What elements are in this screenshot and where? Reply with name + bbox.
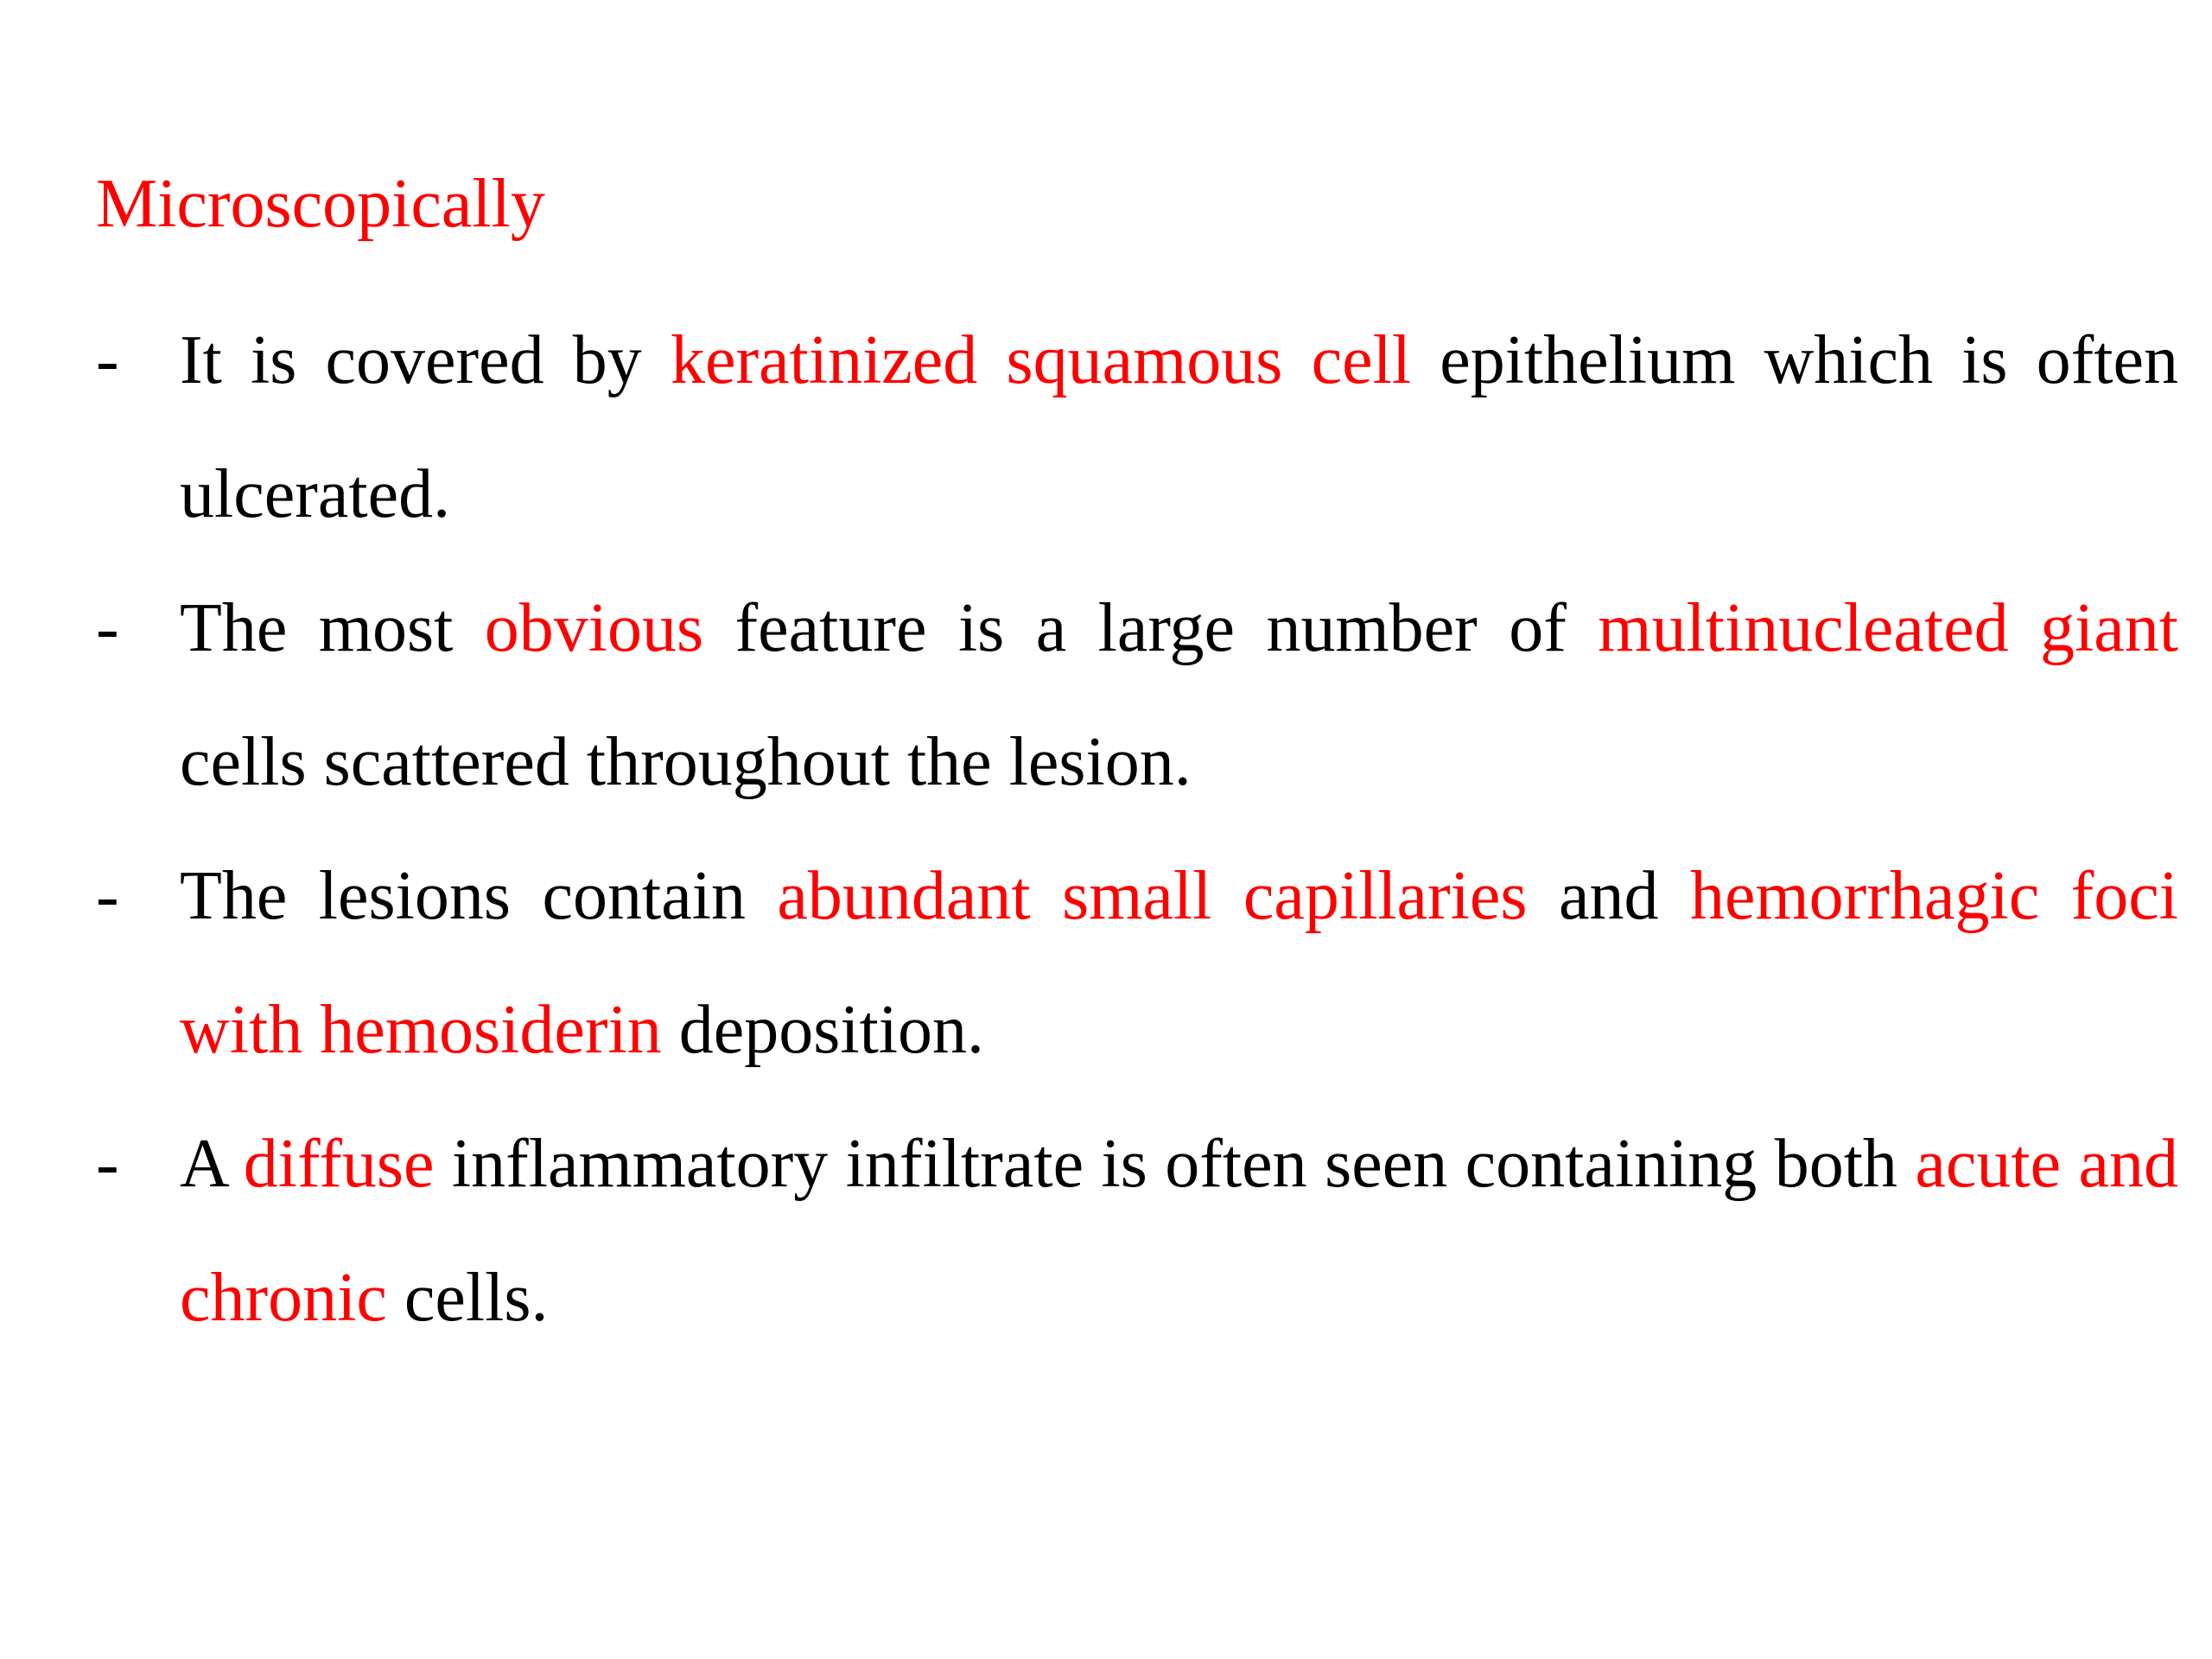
highlighted-term: abundant small capillaries bbox=[777, 858, 1528, 934]
text-segment: cells scattered throughout the lesion. bbox=[180, 724, 1192, 800]
bullet-item bbox=[96, 1097, 2178, 1365]
bullet-list bbox=[96, 294, 2178, 1365]
bullet-marker: - bbox=[96, 322, 119, 398]
bullet-text bbox=[180, 1097, 2178, 1365]
bullet-item bbox=[96, 294, 2178, 562]
text-segment: The most bbox=[180, 590, 485, 666]
text-segment: and bbox=[1527, 858, 1690, 934]
text-segment: feature is a large number of bbox=[703, 590, 1599, 666]
bullet-marker: - bbox=[96, 590, 119, 666]
bullet-text bbox=[180, 294, 2178, 562]
bullet-marker: - bbox=[96, 1126, 119, 1202]
text-segment: inflammatory infiltrate is often seen containing both bbox=[434, 1126, 1916, 1202]
highlighted-term: keratinized squamous cell bbox=[670, 322, 1412, 398]
text-segment: deposition. bbox=[661, 992, 985, 1068]
bullet-item bbox=[96, 830, 2178, 1097]
bullet-item bbox=[96, 562, 2178, 830]
text-segment: A bbox=[180, 1126, 244, 1202]
text-segment: It is covered by bbox=[180, 322, 671, 398]
highlighted-term: hemorrhagic foci with hemosiderin bbox=[180, 858, 2179, 1068]
text-segment: epithelium which is often ulcerated. bbox=[180, 322, 2179, 532]
highlighted-term: diffuse bbox=[243, 1126, 435, 1202]
bullet-text bbox=[180, 562, 2178, 830]
highlighted-term: multinucleated giant bbox=[1598, 590, 2178, 666]
text-segment: The lesions contain bbox=[180, 858, 778, 934]
bullet-marker: - bbox=[96, 858, 119, 934]
slide-heading: Microscopically bbox=[96, 166, 545, 242]
highlighted-term: acute and chronic bbox=[180, 1126, 2179, 1336]
highlighted-term: obvious bbox=[484, 590, 704, 666]
text-segment: cells. bbox=[386, 1260, 549, 1336]
bullet-text bbox=[180, 830, 2178, 1097]
